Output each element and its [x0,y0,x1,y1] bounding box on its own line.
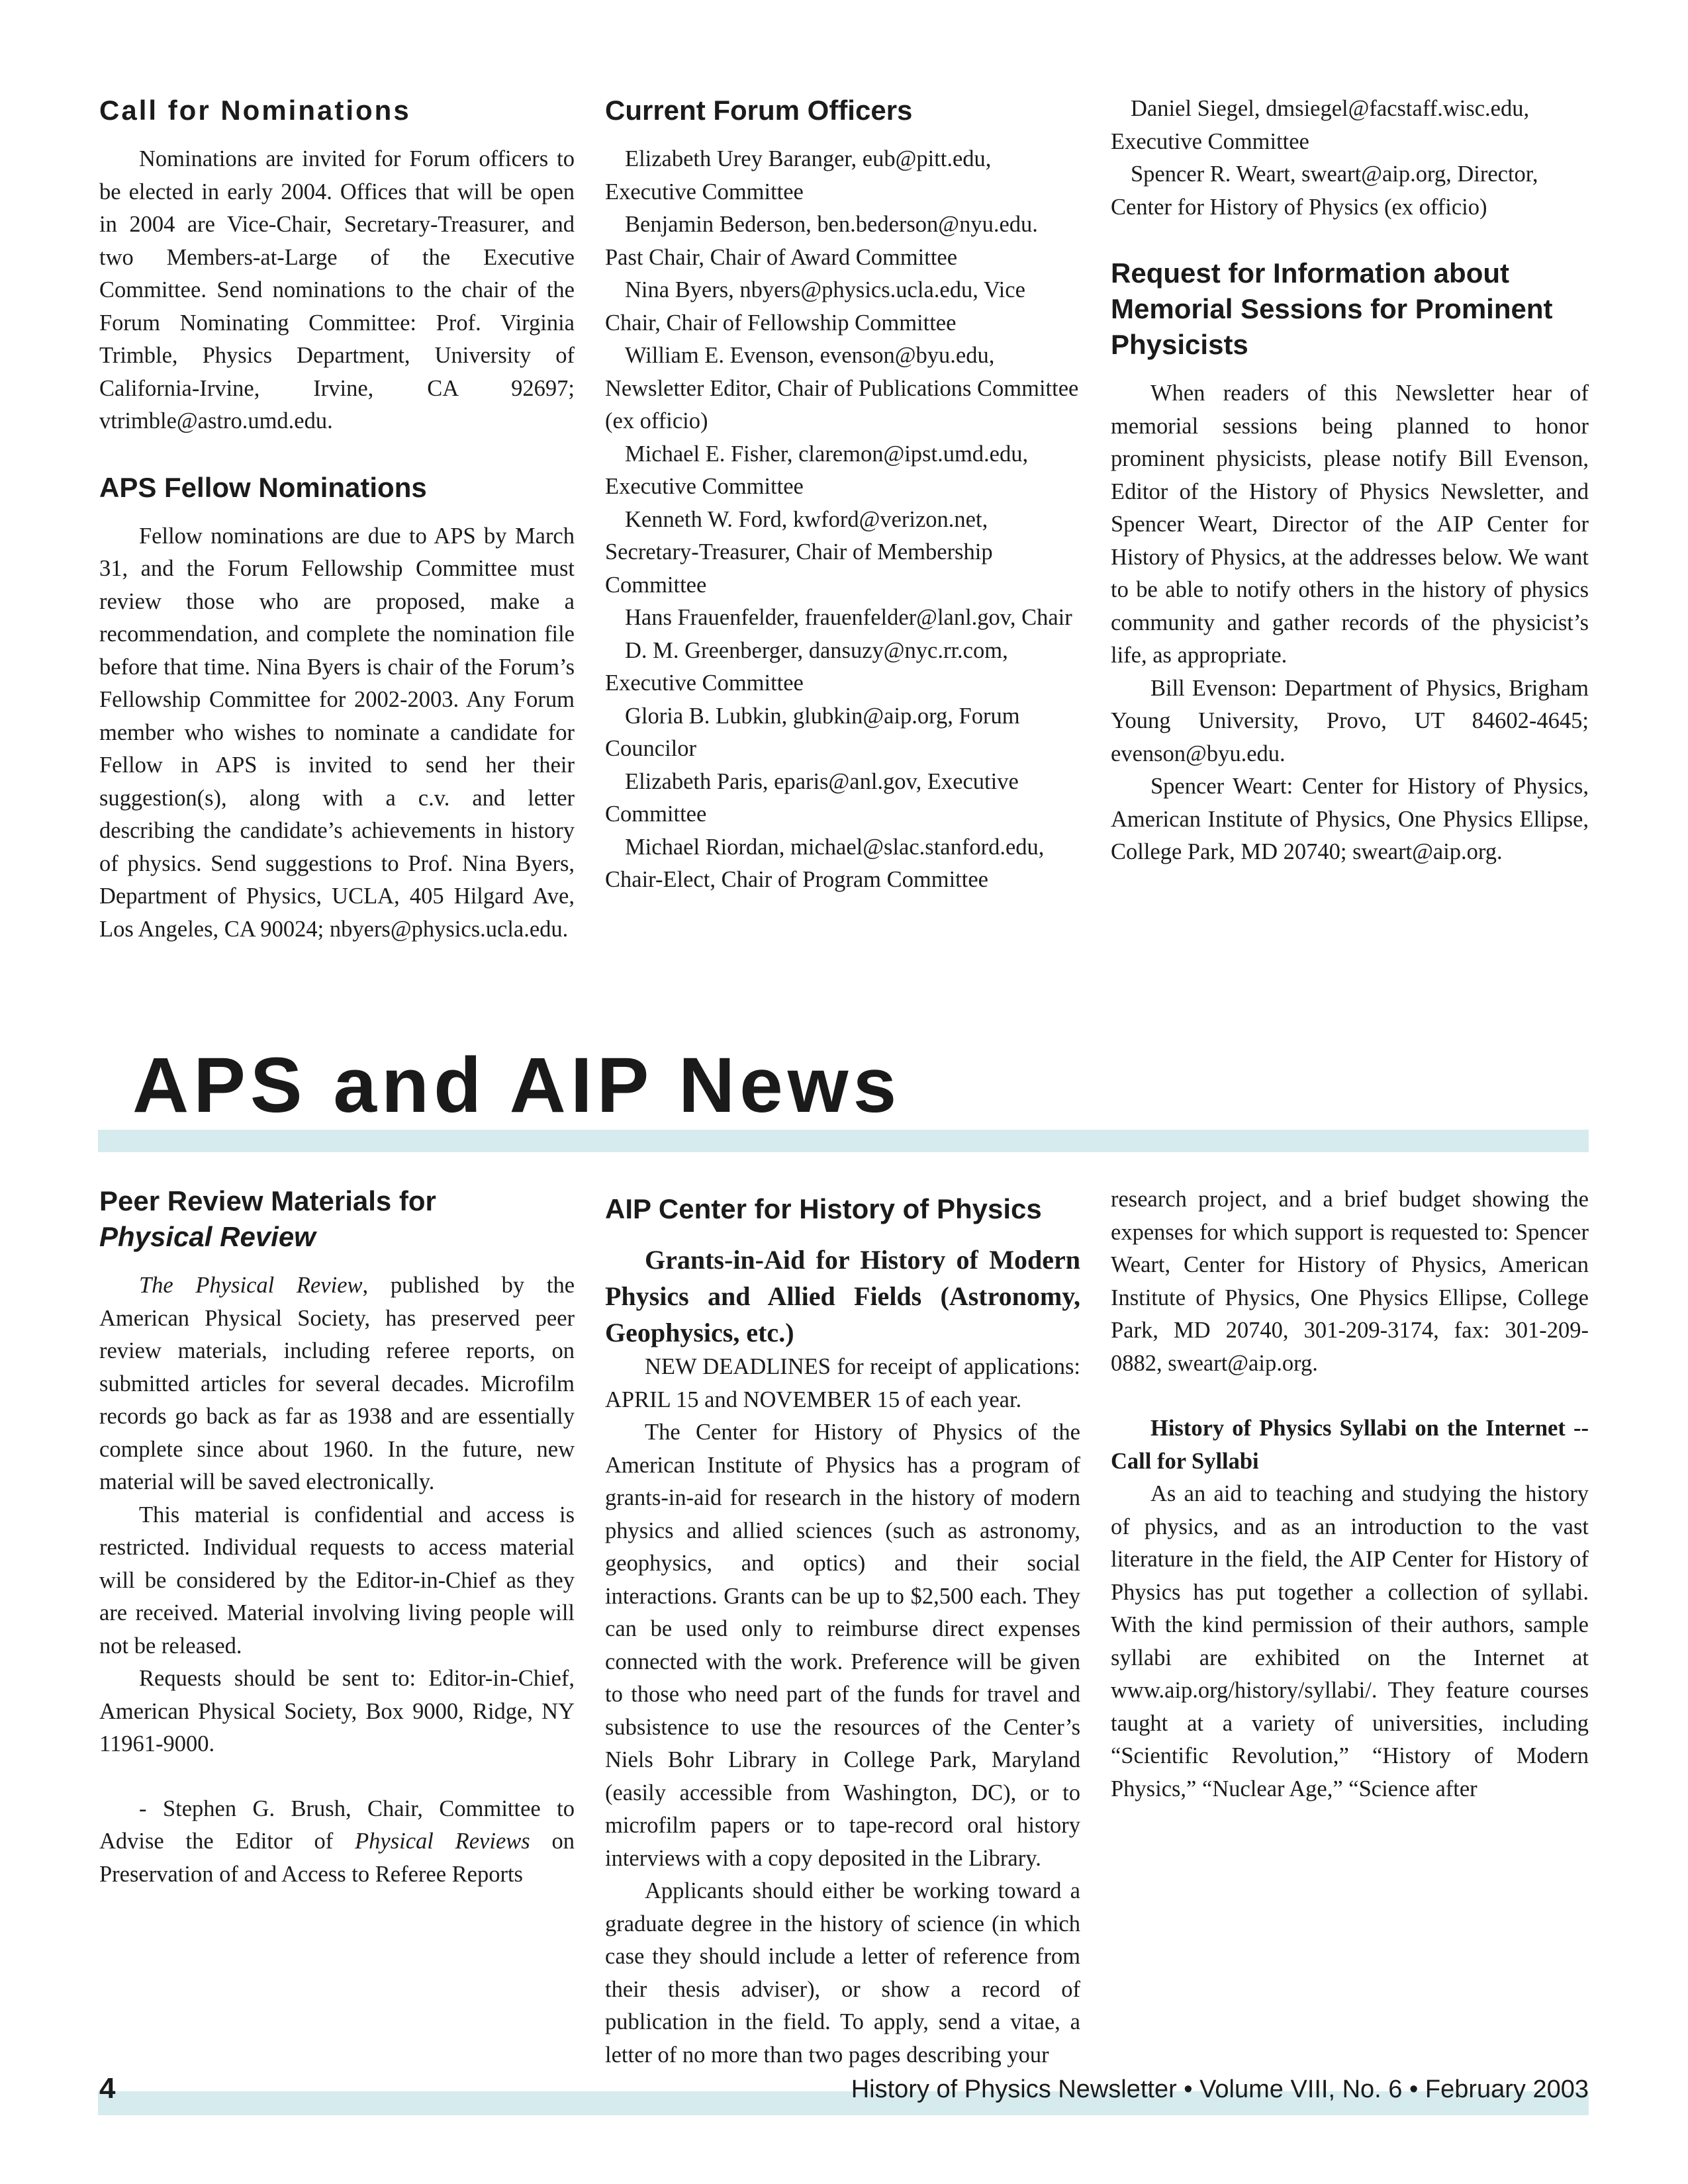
officer-entry: Hans Frauenfelder, frauenfelder@lanl.gov, Chair [625,605,1072,630]
forum-officers-column [605,93,1080,897]
officer-entry: Nina Byers, nbyers@physics.ucla.edu, Vice Chair, Chair of Fellowship Committee [605,277,1025,336]
officer-entry: Benjamin Bederson, ben.bederson@nyu.edu. Past Chair, Chair of Award Committee [605,212,1038,270]
grants-in-aid-subheading: Grants-in-Aid for History of Modern Physics and Allied Fields (Astronomy, Geophysics, etc.) [605,1245,1080,1347]
grants-deadlines: NEW DEADLINES for receipt of applications: APRIL 15 and NOVEMBER 15 of each year. [605,1354,1080,1412]
peer-review-column [99,1183,575,1891]
memorial-sessions-body: When readers of this Newsletter hear of memorial sessions being planned to honor prominent physicists, please notify Bill Evenson, Editor of the History of Physics Newsletter, and Spencer Weart, Director of the AIP Center for History of Physics, at the addresses below. We want to be able to notify others in the history of physics community and gather records of the physicist’s life, as appropriate. [1111,381,1589,668]
syllabi-heading: History of Physics Syllabi on the Internet -- Call for Syllabi [1111,1416,1589,1474]
memorial-sessions-heading: Request for Information about Memorial Sessions for Prominent Physicists [1111,257,1553,360]
call-for-nominations-column [99,93,575,946]
officer-entry: Michael E. Fisher, claremon@ipst.umd.edu, Executive Committee [605,441,1029,499]
peer-review-paragraph-3: Requests should be sent to: Editor-in-Chief, American Physical Society, Box 9000, Ridge, NY 11961-9000. [99,1666,575,1756]
journal-title: The Physical Review [139,1273,363,1298]
memorial-address-evenson: Bill Evenson: Department of Physics, Brigham Young University, Provo, UT 84602-4645; evenson@byu.edu. [1111,675,1589,766]
peer-review-heading-line2: Physical Review [99,1221,316,1252]
peer-review-paragraph-2: This material is confidential and access is restricted. Individual requests to access material will be considered by the Editor-in-Chief as they are received. Material involving living people will not be released. [99,1502,575,1659]
call-for-nominations-body: Nominations are invited for Forum officers to be elected in early 2004. Offices that will be open in 2004 are Vice-Chair, Secretary-Treasurer, and two Members-at-Large of the Executive Committee. Send nominations to the chair of the Forum Nominating Committee: Prof. Virginia Trimble, Physics Department, University of California-Irvine, Irvine, CA 92697; vtrimble@astro.umd.edu. [99,146,575,433]
fellow-nominations-heading: APS Fellow Nominations [99,471,427,503]
grants-application: Applicants should either be working toward a graduate degree in the history of science (in which case they should include a letter of reference from their thesis adviser), or show a record of publication in the field. To apply, send a vitae, a letter of no more than two pages describing your [605,1878,1080,2068]
officer-entry: Daniel Siegel, dmsiegel@facstaff.wisc.edu, Executive Committee [1111,96,1530,154]
peer-review-heading [99,1183,575,1255]
peer-review-signature: - Stephen G. Brush, Chair, Committee to Advise the Editor of Physical Reviews on Preservation of and Access to Referee Reports [99,1796,575,1887]
grants-program-description: The Center for History of Physics of the American Institute of Physics has a program of grants-in-aid for research in the history of modern physics and allied sciences (such as astronomy, geophysics, and optics) and their social interactions. Grants can be up to $2,500 each. They can be used only to reimburse direct expenses connected with the work. Preference will be given to those who need part of the funds for travel and subsistence to use the resources of the Center’s Niels Bohr Library in College Park, Maryland (easily accessible from Washington, DC), or to microfilm papers or to tape-record oral history interviews with a copy deposited in the Library. [605,1420,1080,1871]
memorial-address-weart: Spencer Weart: Center for History of Physics, American Institute of Physics, One Physics Ellipse, College Park, MD 20740; sweart@aip.org. [1111,774,1589,864]
officer-entry: D. M. Greenberger, dansuzy@nyc.rr.com, Executive Committee [605,637,1008,696]
syllabi-column [1111,1183,1589,1805]
call-for-nominations-heading: Call for Nominations [99,95,411,126]
section-divider-band [98,1130,1589,1152]
officer-entry: Kenneth W. Ford, kwford@verizon.net, Secretary-Treasurer, Chair of Membership Committee [605,506,993,598]
fellow-nominations-body: Fellow nominations are due to APS by March 31, and the Forum Fellowship Committee must review those who are proposed, make a recommendation, and complete the nomination file before that time. Nina Byers is chair of the Forum’s Fellowship Committee for 2002-2003. Any Forum member who wishes to nominate a candidate for Fellow in APS is invited to send her their suggestion(s), along with a c.v. and letter describing the candidate’s achievements in history of physics. Send suggestions to Prof. Nina Byers, Department of Physics, UCLA, 405 Hilgard Ave, Los Angeles, CA 90024; nbyers@physics.ucla.edu. [99,523,575,942]
officer-entry: Elizabeth Urey Baranger, eub@pitt.edu, Executive Committee [605,146,992,205]
officer-entry: Michael Riordan, michael@slac.stanford.edu, Chair-Elect, Chair of Program Committee [605,834,1045,892]
officer-entry: Gloria B. Lubkin, glubkin@aip.org, Forum Councilor [605,703,1020,761]
continued-text-spacer: research project, and a brief budget showing the expenses for which support is requested to: Spencer Weart, Center for History of Physics, American Institute of Physics, One Physics Ellipse, College Park, MD 20740, 301-209-3174, fax: 301-209-0882, sweart@aip.org. [1111,1187,1589,1376]
aip-center-heading: AIP Center for History of Physics [605,1193,1042,1224]
peer-review-heading-line1: Peer Review Materials for [99,1185,436,1216]
page-number: 4 [99,2072,116,2105]
footer-publication-info: History of Physics Newsletter • Volume VIII, No. 6 • February 2003 [851,2075,1589,2103]
forum-officers-heading: Current Forum Officers [605,95,913,126]
peer-review-paragraph-1: The Physical Review, published by the American Physical Society, has preserved peer review materials, including referee reports, on submitted articles for several decades. Microfilm records go back as far as 1938 and are essentially complete since about 1960. In the future, new material will be saved electronically. [99,1273,575,1494]
officer-entry: William E. Evenson, evenson@byu.edu, Newsletter Editor, Chair of Publications Committee (ex officio) [605,343,1079,433]
officer-entry: Spencer R. Weart, sweart@aip.org, Director, Center for History of Physics (ex officio) [1111,161,1538,220]
section-title: APS and AIP News [132,1042,902,1129]
aip-center-column [605,1191,1080,2071]
memorial-sessions-column [1111,93,1589,869]
syllabi-body: As an aid to teaching and studying the history of physics, and as an introduction to the vast literature in the field, the AIP Center for History of Physics has put together a collection of syllabi. With the kind permission of their authors, sample syllabi are exhibited on the Internet at www.aip.org/history/syllabi/. They feature courses taught at a variety of universities, including “Scientific Revolution,” “History of Modern Physics,” “Nuclear Age,” “Science after [1111,1481,1589,1801]
officer-entry: Elizabeth Paris, eparis@anl.gov, Executive Committee [605,768,1019,827]
